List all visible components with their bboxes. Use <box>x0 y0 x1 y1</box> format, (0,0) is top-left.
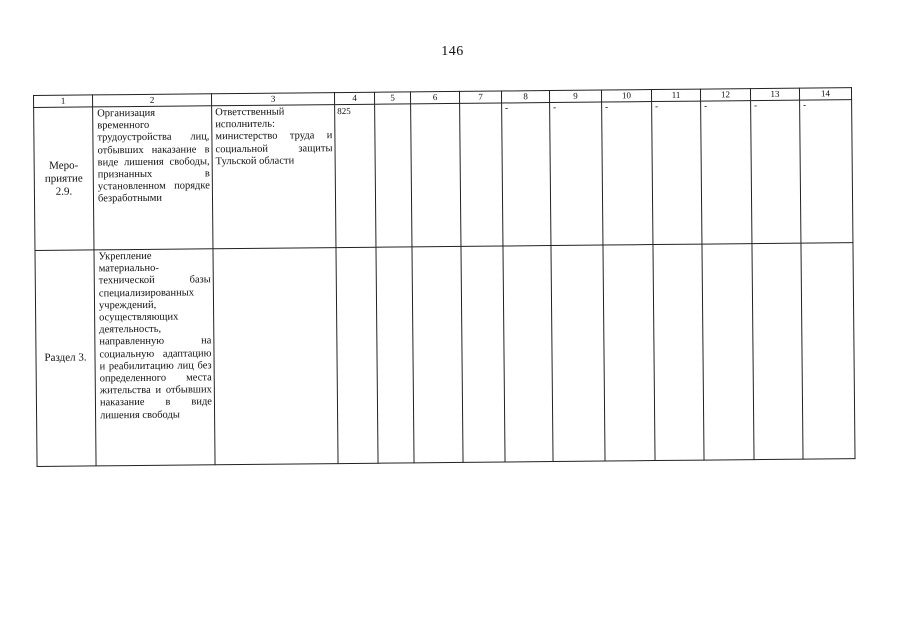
section-description: Укрепление материально-технической базы специализированных учреждений, осуществляющих деятельность, направленную на социальную адаптацию и реабилитацию лиц без определенного места жительства и отбывших наказание в виде лишения свободы <box>94 249 215 466</box>
program-table <box>33 87 856 467</box>
column-header-9: 9 <box>549 90 601 102</box>
column-header-2: 2 <box>93 94 212 107</box>
cell-col11: - <box>652 101 702 244</box>
cell-col9 <box>551 245 605 461</box>
cell-col11 <box>653 244 704 460</box>
cell-col8: - <box>502 103 551 246</box>
row-label-line: 2.9. <box>55 185 73 198</box>
measure-description: Организация временного трудоустройства лиц, отбывших наказание в виде лишения свободы, признанных в установленном порядке безработными <box>93 106 213 250</box>
row-label <box>34 107 94 251</box>
row-label-line: приятие <box>44 172 83 185</box>
column-header-6: 6 <box>410 91 459 103</box>
cell-col10 <box>603 245 655 461</box>
page-number: 146 <box>441 44 464 59</box>
column-header-5: 5 <box>374 92 410 104</box>
cell-col6 <box>412 246 463 462</box>
cell-col14 <box>801 243 855 459</box>
cell-col7 <box>460 103 503 246</box>
cell-col5 <box>376 247 414 463</box>
cell-col8 <box>503 246 553 462</box>
row-label: Раздел 3. <box>35 250 96 467</box>
column-header-11: 11 <box>651 89 700 101</box>
cell-col5 <box>375 104 412 247</box>
responsible-executor: Ответственный исполнитель: министерство труда и социальной защиты Тульской области <box>212 105 336 249</box>
responsible-executor <box>213 248 338 465</box>
column-header-12: 12 <box>700 89 750 101</box>
column-header-13: 13 <box>750 88 799 100</box>
cell-col12 <box>702 244 754 460</box>
cell-col9: - <box>550 102 603 245</box>
column-header-8: 8 <box>501 91 549 103</box>
cell-col12: - <box>701 101 752 244</box>
cell-col10: - <box>602 102 653 245</box>
column-header-3: 3 <box>211 93 334 106</box>
cell-col7 <box>461 246 505 462</box>
column-header-7: 7 <box>459 91 501 103</box>
column-header-4: 4 <box>334 92 374 104</box>
row-label-line: Меро- <box>49 159 79 172</box>
column-header-1: 1 <box>34 95 93 108</box>
table-row <box>35 243 855 467</box>
cell-col4 <box>336 247 378 463</box>
cell-col14: - <box>800 100 853 243</box>
column-header-14: 14 <box>799 88 851 100</box>
cell-col13: - <box>751 100 801 243</box>
column-header-10: 10 <box>601 90 651 102</box>
cell-col6 <box>411 103 461 246</box>
cell-col4: 825 <box>335 104 376 247</box>
table-row <box>34 100 853 251</box>
cell-col13 <box>752 243 803 459</box>
